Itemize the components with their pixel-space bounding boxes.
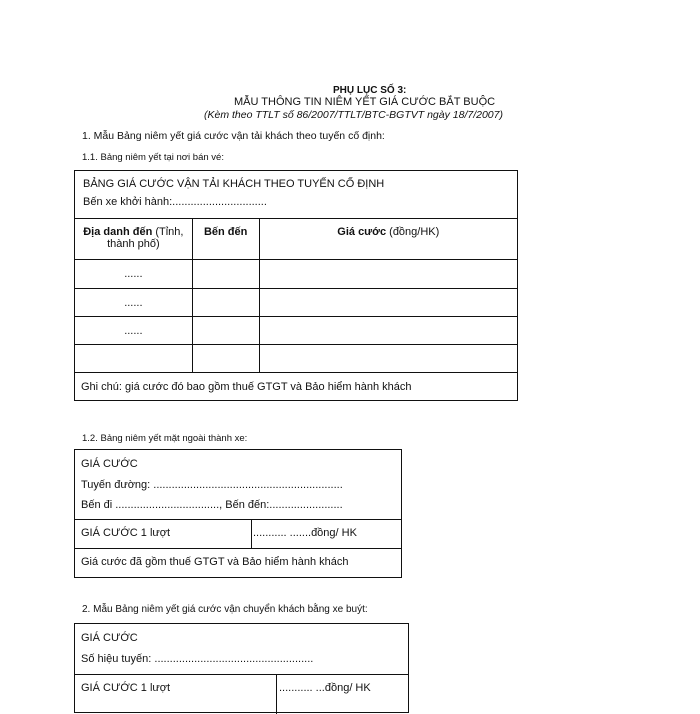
document-subtitle: (Kèm theo TTLT số 86/2007/TTLT/BTC-BGTVT ngày 18/7/2007) (204, 109, 503, 121)
divider (75, 548, 401, 549)
destination-cell: ...... (75, 289, 193, 317)
col-destination-rest: (Tỉnh, thành phố) (107, 226, 184, 250)
divider (276, 674, 277, 714)
appendix-label: PHỤ LỤC SỐ 3: (333, 85, 407, 96)
bus-fare-label: GIÁ CƯỚC (81, 632, 138, 644)
col-fare-rest: (đồng/HK) (386, 226, 440, 238)
section-1-2-heading: 1.2. Bảng niêm yết mặt ngoài thành xe: (82, 433, 248, 444)
destination-cell: ...... (75, 260, 193, 289)
destination-cell: ...... (75, 317, 193, 345)
col-destination-bold: Địa danh đến (83, 226, 153, 238)
section-1-1-heading: 1.1. Bảng niêm yết tại nơi bán vé: (82, 152, 224, 163)
divider (75, 674, 408, 675)
col-fare-bold: Giá cước (337, 226, 387, 238)
table-row (75, 345, 518, 373)
col-fare-header (259, 219, 517, 260)
vehicle-fare-box (74, 449, 402, 578)
divider (251, 519, 252, 548)
table-title: BẢNG GIÁ CƯỚC VẬN TẢI KHÁCH THEO TUYẾN CỐ ĐỊNH (83, 178, 385, 190)
section-2-heading: 2. Mẫu Bảng niêm yết giá cước vận chuyển khách bằng xe buýt: (82, 604, 368, 615)
section-1-heading: 1. Mẫu Bảng niêm yết giá cước vận tải khách theo tuyến cố định: (82, 130, 385, 142)
table-note: Ghi chú: giá cước đó bao gồm thuế GTGT và Bảo hiểm hành khách (75, 373, 518, 401)
table-row (75, 260, 518, 289)
table-row (75, 289, 518, 317)
route-number-line: Số hiệu tuyến: .................................................... (81, 653, 314, 665)
divider (75, 519, 401, 520)
table-row (75, 317, 518, 345)
route-line: Tuyến đường: .............................................................. (81, 479, 343, 491)
stations-line: Bến đi .................................., Bến đến:........................ (81, 499, 343, 511)
departure-station: Bến xe khởi hành:............................... (83, 196, 267, 208)
vehicle-fare-label: GIÁ CƯỚC (81, 458, 138, 470)
bus-fare-per-trip-label: GIÁ CƯỚC 1 lượt (81, 682, 171, 694)
col-destination-header (75, 219, 193, 260)
bus-fare-per-trip-value: ........... ...đồng/ HK (279, 682, 371, 694)
fare-per-trip-value: ........... .......đồng/ HK (253, 527, 357, 539)
col-station-header: Bến đến (192, 219, 259, 260)
document-title: MẪU THÔNG TIN NIÊM YẾT GIÁ CƯỚC BẮT BUỘC (234, 96, 496, 108)
fare-per-trip-label: GIÁ CƯỚC 1 lượt (81, 527, 171, 539)
table-title-cell (75, 171, 518, 219)
vehicle-fare-note: Giá cước đã gồm thuế GTGT và Bảo hiểm hành khách (81, 556, 349, 568)
fare-table (74, 170, 518, 401)
destination-cell (75, 345, 193, 373)
